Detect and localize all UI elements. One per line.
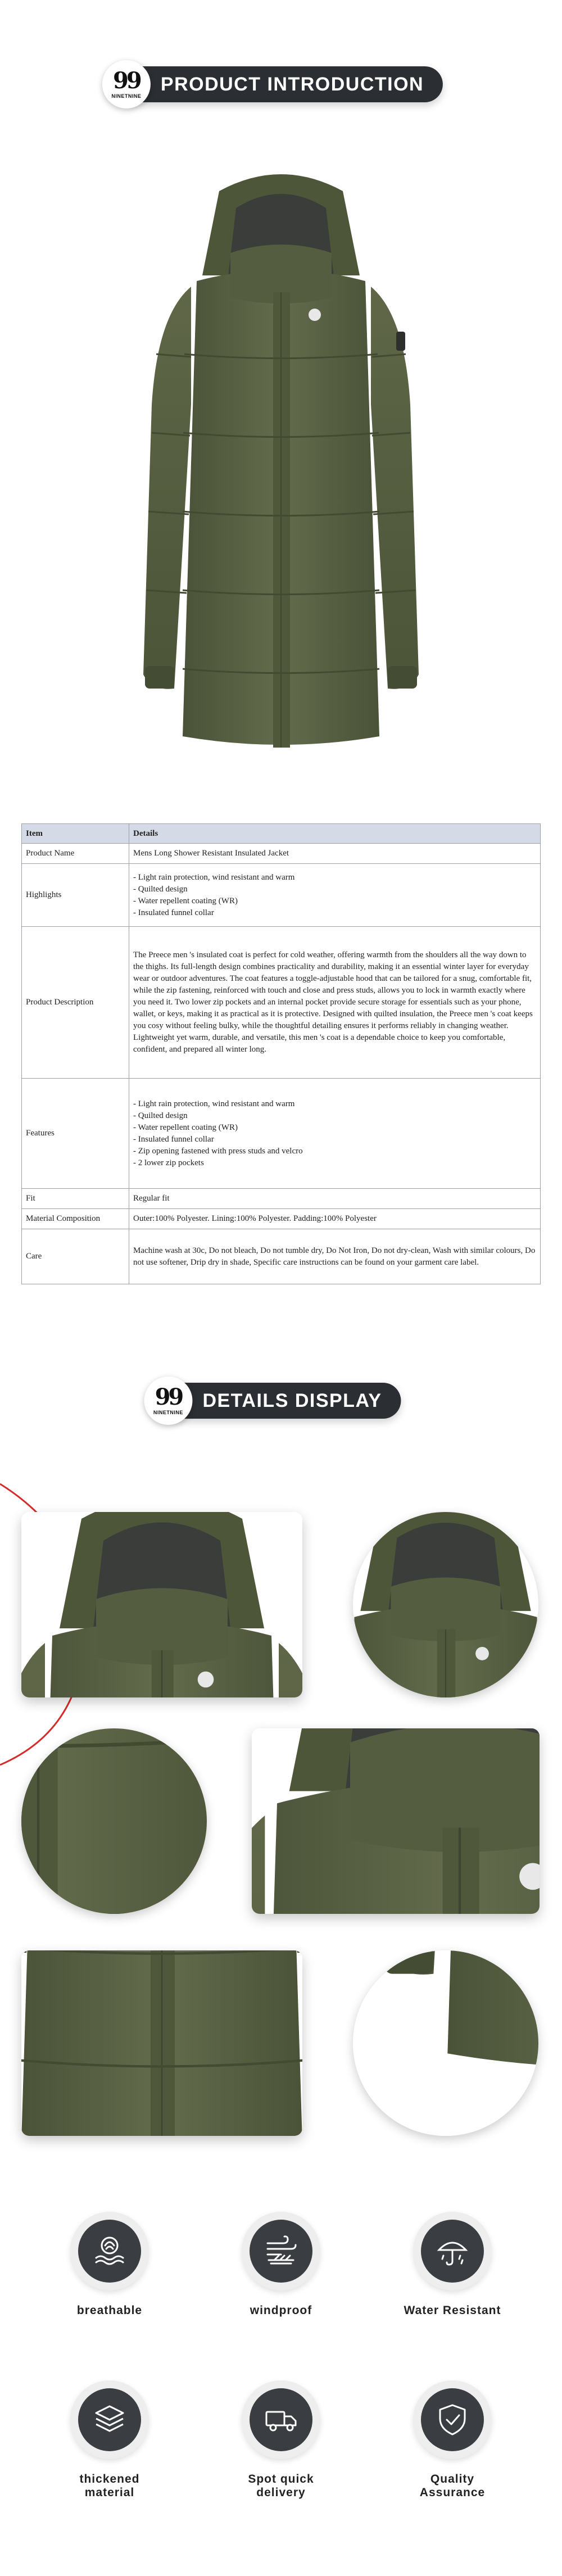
brand-logo-number: 99 [113,67,140,94]
row-key: Care [22,1229,129,1284]
feature-windproof [225,2212,337,2317]
row-key: Highlights [22,864,129,927]
water-resistant-icon [434,2233,470,2269]
row-value: Mens Long Shower Resistant Insulated Jacket [129,844,541,864]
feature-breathable [53,2212,166,2317]
product-spec-table [21,823,541,1284]
product-introduction-banner [111,66,443,102]
row-value: Regular fit [129,1189,541,1209]
spot-delivery-icon [263,2402,299,2438]
brand-logo-number: 99 [155,1384,182,1410]
feature-quality-assurance [396,2380,509,2500]
detail-image-upper-body [21,1512,302,1697]
feature-label: thickened material [79,2473,140,2499]
detail-image-lower-body [21,1950,302,2136]
list-item: - 2 lower zip pockets [133,1157,536,1169]
list-item: - Light rain protection, wind resistant and warm [133,1098,536,1110]
brand-logo [102,60,151,108]
table-header-row [22,824,541,844]
list-item: - Quilted design [133,1110,536,1122]
feature-label: Water Resistant [404,2304,501,2317]
feature-water-resistant [396,2212,509,2317]
list-item: - Quilted design [133,884,536,895]
quality-assurance-icon [434,2402,470,2438]
row-key: Features [22,1079,129,1189]
list-item: - Water repellent coating (WR) [133,895,536,907]
row-value: Outer:100% Polyester. Lining:100% Polyester. Padding:100% Polyester [129,1209,541,1229]
table-row [22,1079,541,1189]
table-row [22,927,541,1079]
list-item: - Insulated funnel collar [133,907,536,919]
thickened-material-icon [92,2402,128,2438]
list-item: - Water repellent coating (WR) [133,1122,536,1134]
row-key: Product Name [22,844,129,864]
list-item: - Insulated funnel collar [133,1134,536,1146]
brand-logo-text: NINETNINE [111,93,142,99]
detail-image-cuff-circle [353,1950,538,2136]
table-row [22,1229,541,1284]
list-item: - Zip opening fastened with press studs and velcro [133,1146,536,1157]
list-item: - Light rain protection, wind resistant and warm [133,872,536,884]
table-row [22,1209,541,1229]
row-value [129,864,541,927]
feature-label: Quality Assurance [419,2473,486,2499]
row-value: Machine wash at 30c, Do not bleach, Do not tumble dry, Do Not Iron, Do not dry-clean, Wash with similar colours, Do not use softener, Drip dry in shade, Specific care instructions can be found on your garment care label. [129,1229,541,1284]
brand-logo-text: NINETNINE [153,1410,183,1415]
details-display-banner [153,1383,401,1419]
row-key: Product Description [22,927,129,1079]
row-value: The Preece men 's insulated coat is perfect for cold weather, offering warmth from the shoulders all the way down to the thighs. Its full-length design combines practicality and durability, making it an essential winter layer for everyday wear or outdoor adventures. The coat features a toggle-adjustable hood that can be tailored for a snug, comfortable fit, while the zip fastening, reinforced with touch and close and press studs, allows you to lock in warmth exactly where you need it. Two lower zip pockets and an internal pocket provide secure storage for essentials such as your phone, wallet, or keys, making it as practical as it is protective. Designed with quilted insulation, the Preece men 's coat keeps you cosy without feeling bulky, while the thoughtful detailing ensures it performs reliably in changing weather. Lightweight yet warm, durable, and versatile, this men 's coat is a dependable choice to keep you comfortable, confident, and prepared all winter long. [129,927,541,1079]
feature-spot-delivery [225,2380,337,2500]
windproof-icon [263,2233,299,2269]
table-row [22,1189,541,1209]
row-value [129,1079,541,1189]
brand-logo [144,1377,192,1425]
feature-label: breathable [76,2304,143,2317]
detail-image-sleeve [252,1728,540,1914]
table-row [22,844,541,864]
feature-label: Spot quick delivery [248,2473,314,2499]
section-title: PRODUCT INTRODUCTION [160,73,424,95]
table-row [22,864,541,927]
section-title: DETAILS DISPLAY [202,1389,382,1411]
table-header-details: Details [129,824,541,844]
row-key: Material Composition [22,1209,129,1229]
detail-image-fabric-circle [21,1728,207,1914]
feature-thickened-material [53,2380,166,2500]
product-hero-image [112,169,450,759]
table-header-item: Item [22,824,129,844]
row-key: Fit [22,1189,129,1209]
feature-label: windproof [250,2304,312,2317]
detail-image-hood-circle [353,1512,538,1697]
breathable-icon [92,2233,128,2269]
